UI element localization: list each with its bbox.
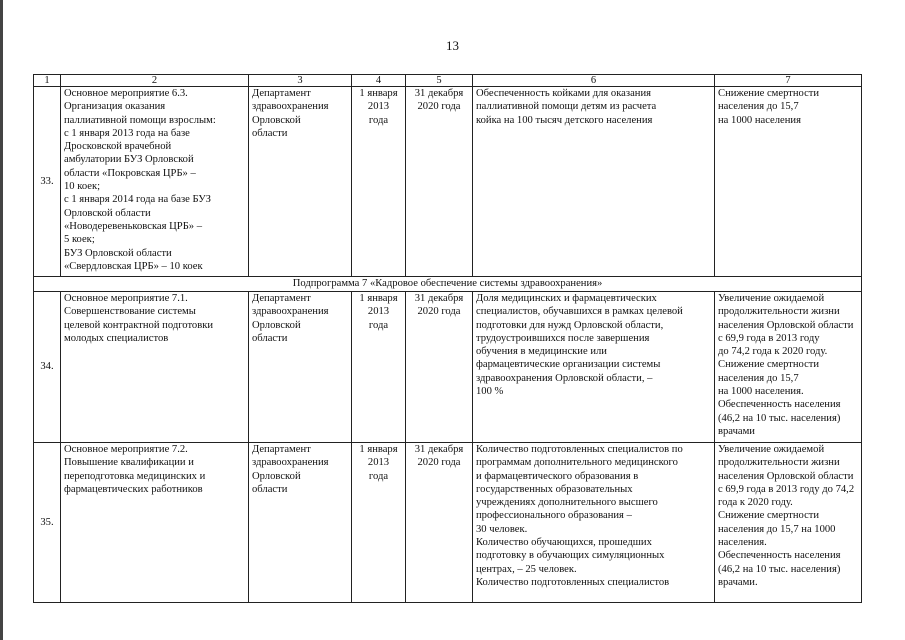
column-header: 7 bbox=[715, 75, 862, 87]
result-line: населения Орловской области bbox=[718, 470, 854, 482]
activity-line: Основное мероприятие 7.1. bbox=[64, 293, 188, 304]
result-line: года к 2020 году. bbox=[718, 497, 793, 509]
column-header: 4 bbox=[352, 75, 406, 87]
executor-line: Департамент bbox=[252, 88, 311, 99]
result-cell bbox=[715, 443, 862, 603]
row-number: 33. bbox=[34, 87, 61, 277]
activities-table bbox=[33, 74, 862, 603]
column-header: 2 bbox=[61, 75, 249, 87]
activity-line: Дросковской врачебной bbox=[64, 141, 172, 153]
activity-cell bbox=[61, 292, 249, 443]
result-line: Увеличение ожидаемой bbox=[718, 293, 825, 304]
executor-line: здравоохранения bbox=[252, 306, 329, 318]
activity-line: Орловской области bbox=[64, 207, 151, 219]
result-line: до 74,2 года к 2020 году. bbox=[718, 346, 828, 358]
start-date-line: 2013 bbox=[367, 457, 390, 469]
indicator-line: здравоохранения Орловской области, – bbox=[476, 372, 653, 384]
activity-cell bbox=[61, 87, 249, 277]
result-line: (46,2 на 10 тыс. населения) bbox=[718, 563, 841, 575]
activity-line: амбулатории БУЗ Орловской bbox=[64, 154, 194, 166]
end-date-line: 2020 года bbox=[417, 306, 461, 318]
activity-line: Основное мероприятие 6.3. bbox=[64, 88, 188, 99]
executor-line: Орловской bbox=[252, 470, 301, 482]
indicator-line: паллиативной помощи детям из расчета bbox=[476, 101, 657, 113]
activity-line: области «Покровская ЦРБ» – bbox=[64, 167, 196, 179]
start-date-line: 2013 bbox=[367, 306, 390, 318]
executor-cell bbox=[249, 292, 352, 443]
table-row bbox=[34, 443, 862, 603]
executor-cell bbox=[249, 87, 352, 277]
result-cell bbox=[715, 87, 862, 277]
activity-line: 10 коек; bbox=[64, 181, 101, 193]
table-header-row bbox=[34, 75, 862, 87]
result-line: населения до 15,7 bbox=[718, 372, 799, 384]
result-line: Снижение смертности bbox=[718, 510, 820, 522]
result-line: Снижение смертности bbox=[718, 88, 820, 99]
subprogram-row bbox=[34, 277, 862, 292]
executor-line: здравоохранения bbox=[252, 101, 329, 113]
end-date-cell bbox=[406, 87, 473, 277]
activity-line: 5 коек; bbox=[64, 234, 95, 246]
table-row bbox=[34, 292, 862, 443]
indicator-line: государственных образовательных bbox=[476, 483, 633, 495]
activity-line: Повышение квалификации и bbox=[64, 457, 194, 469]
indicator-line: Обеспеченность койками для оказания bbox=[476, 88, 651, 99]
result-line: населения до 15,7 на 1000 bbox=[718, 523, 836, 535]
activity-line: фармацевтических работников bbox=[64, 483, 203, 495]
activity-line: Организация оказания bbox=[64, 101, 166, 113]
activity-line: «Свердловская ЦРБ» – 10 коек bbox=[64, 260, 203, 272]
result-line: (46,2 на 10 тыс. населения) bbox=[718, 412, 841, 424]
executor-line: Департамент bbox=[252, 293, 311, 304]
result-line: на 1000 населения. bbox=[718, 386, 804, 398]
executor-line: Орловской bbox=[252, 319, 301, 331]
activity-line: целевой контрактной подготовки bbox=[64, 319, 214, 331]
result-line: населения. bbox=[718, 537, 767, 549]
indicator-line: обучения в медицинские или bbox=[476, 346, 607, 358]
indicator-line: учреждениях дополнительного высшего bbox=[476, 497, 658, 509]
result-line: продолжительности жизни bbox=[718, 457, 840, 469]
table-row bbox=[34, 87, 862, 277]
start-date-line: года bbox=[368, 114, 389, 126]
indicator-line: и фармацевтического образования в bbox=[476, 470, 639, 482]
indicator-line: Доля медицинских и фармацевтических bbox=[476, 293, 657, 304]
end-date-line: 2020 года bbox=[417, 457, 461, 469]
result-line: врачами bbox=[718, 425, 755, 437]
result-line: Увеличение ожидаемой bbox=[718, 444, 825, 455]
activity-line: Совершенствование системы bbox=[64, 306, 196, 318]
column-header: 3 bbox=[249, 75, 352, 87]
result-line: с 69,9 года в 2013 году до 74,2 bbox=[718, 483, 855, 495]
result-line: Снижение смертности bbox=[718, 359, 820, 371]
start-date-line: года bbox=[368, 470, 389, 482]
executor-line: Департамент bbox=[252, 444, 311, 455]
executor-line: здравоохранения bbox=[252, 457, 329, 469]
start-date-line: 2013 bbox=[367, 101, 390, 113]
result-line: населения до 15,7 bbox=[718, 101, 799, 113]
indicator-line: программам дополнительного медицинского bbox=[476, 457, 678, 469]
start-date-cell bbox=[352, 87, 406, 277]
indicator-line: Количество подготовленных специалистов bbox=[476, 576, 670, 588]
indicator-line: профессионального образования – bbox=[476, 510, 632, 522]
indicator-line: 30 человек. bbox=[476, 523, 528, 535]
indicator-line: подготовки для нужд Орловской области, bbox=[476, 319, 664, 331]
end-date-cell bbox=[406, 292, 473, 443]
start-date-line: 1 января bbox=[359, 293, 398, 304]
start-date-cell bbox=[352, 292, 406, 443]
activity-line: с 1 января 2013 года на базе bbox=[64, 127, 190, 139]
end-date-cell bbox=[406, 443, 473, 603]
activity-line: «Новодеревеньковская ЦРБ» – bbox=[64, 220, 203, 232]
result-line: врачами. bbox=[718, 576, 758, 588]
result-line: с 69,9 года в 2013 году bbox=[718, 332, 820, 344]
start-date-line: 1 января bbox=[359, 444, 398, 455]
page-number: 13 bbox=[446, 38, 459, 53]
result-line: продолжительности жизни bbox=[718, 306, 840, 318]
indicator-line: 100 % bbox=[476, 386, 504, 398]
start-date-cell bbox=[352, 443, 406, 603]
activity-line: БУЗ Орловской области bbox=[64, 247, 172, 259]
result-line: на 1000 населения bbox=[718, 114, 801, 126]
subprogram-title: Подпрограмма 7 «Кадровое обеспечение системы здравоохранения» bbox=[34, 277, 862, 292]
end-date-line: 31 декабря bbox=[414, 88, 464, 99]
indicator-cell bbox=[473, 292, 715, 443]
indicator-line: фармацевтические организации системы bbox=[476, 359, 661, 371]
indicator-line: центрах, – 25 человек. bbox=[476, 563, 577, 575]
column-header: 6 bbox=[473, 75, 715, 87]
activity-line: паллиативной помощи взрослым: bbox=[64, 114, 216, 126]
executor-line: области bbox=[252, 483, 288, 495]
executor-line: области bbox=[252, 127, 288, 139]
indicator-line: специалистов, обучавшихся в рамках целевой bbox=[476, 306, 683, 318]
indicator-line: Количество обучающихся, прошедших bbox=[476, 537, 652, 549]
row-number: 34. bbox=[34, 292, 61, 443]
indicator-cell bbox=[473, 443, 715, 603]
column-header: 5 bbox=[406, 75, 473, 87]
indicator-line: койка на 100 тысяч детского населения bbox=[476, 114, 653, 126]
executor-line: Орловской bbox=[252, 114, 301, 126]
end-date-line: 2020 года bbox=[417, 101, 461, 113]
start-date-line: года bbox=[368, 319, 389, 331]
column-header: 1 bbox=[34, 75, 61, 87]
start-date-line: 1 января bbox=[359, 88, 398, 99]
executor-cell bbox=[249, 443, 352, 603]
indicator-line: подготовку в обучающих симуляционных bbox=[476, 550, 665, 562]
activity-cell bbox=[61, 443, 249, 603]
end-date-line: 31 декабря bbox=[414, 293, 464, 304]
indicator-line: Количество подготовленных специалистов по bbox=[476, 444, 683, 455]
result-line: населения Орловской области bbox=[718, 319, 854, 331]
result-cell bbox=[715, 292, 862, 443]
result-line: Обеспеченность населения bbox=[718, 550, 841, 562]
activity-line: с 1 января 2014 года на базе БУЗ bbox=[64, 194, 211, 206]
indicator-cell bbox=[473, 87, 715, 277]
result-line: Обеспеченность населения bbox=[718, 399, 841, 411]
end-date-line: 31 декабря bbox=[414, 444, 464, 455]
indicator-line: трудоустроившихся после завершения bbox=[476, 332, 650, 344]
activity-line: переподготовка медицинских и bbox=[64, 470, 206, 482]
activity-line: молодых специалистов bbox=[64, 332, 169, 344]
activity-line: Основное мероприятие 7.2. bbox=[64, 444, 188, 455]
executor-line: области bbox=[252, 332, 288, 344]
row-number: 35. bbox=[34, 443, 61, 603]
page-left-border bbox=[0, 0, 3, 640]
